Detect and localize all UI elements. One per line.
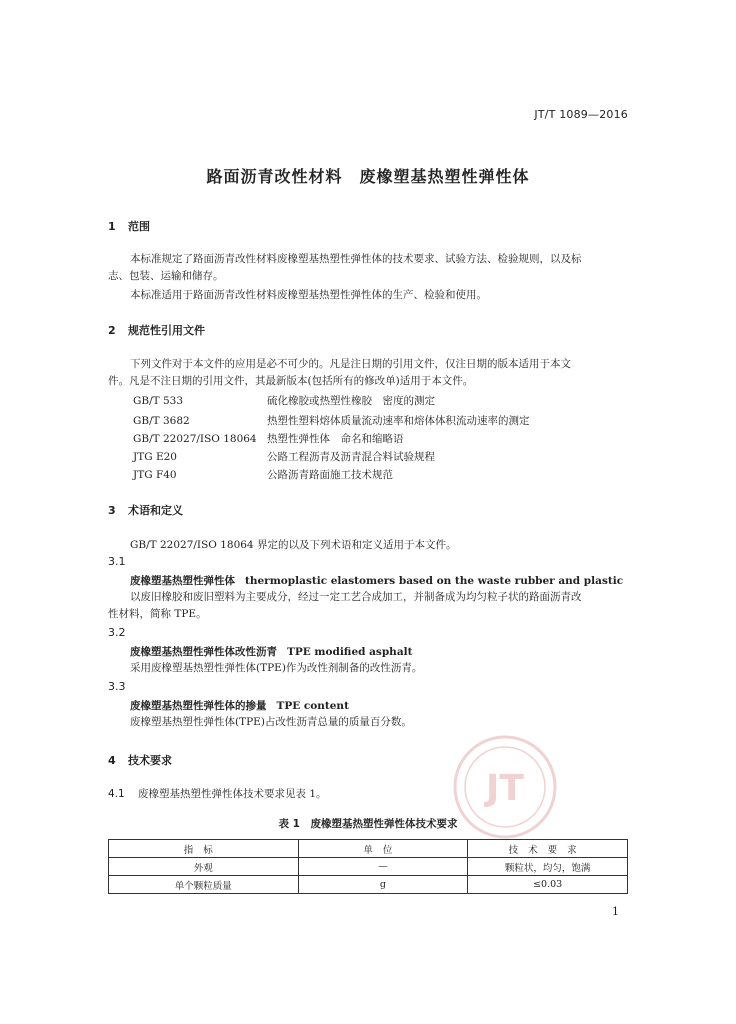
- term-english: TPE modified asphalt: [287, 646, 413, 658]
- table-row: [109, 876, 628, 894]
- term-title: [130, 644, 412, 659]
- header-cell: 指标: [109, 840, 299, 858]
- section-number: 4: [108, 754, 116, 767]
- section-1-heading: [108, 218, 150, 234]
- term-english: TPE content: [276, 700, 349, 712]
- table-cell: 颗粒状，均匀，饱满: [468, 858, 628, 876]
- table-cell: 单个颗粒质量: [109, 876, 299, 894]
- term-definition: 废橡塑基热塑性弹性体(TPE)占改性沥青总量的质量百分数。: [130, 716, 412, 728]
- document-title: 路面沥青改性材料 废橡塑基热塑性弹性体: [206, 167, 530, 186]
- reference-title: 热塑性弹性体 命名和缩略语: [267, 433, 404, 445]
- table-header-row: [109, 840, 628, 858]
- term-title: [130, 573, 623, 588]
- term-definition: 以废旧橡胶和废旧塑料为主要成分，经过一定工艺合成加工，并制备成为均匀粒子状的路面沥青改: [130, 591, 582, 603]
- subsection-number: 4.1: [108, 788, 125, 800]
- reference-title: 公路沥青路面施工技术规范: [267, 469, 393, 481]
- section-4-heading: [108, 752, 172, 768]
- section-2-heading: [108, 322, 205, 338]
- term-title: [130, 698, 349, 713]
- reference-title: 公路工程沥青及沥青混合料试验规程: [267, 451, 435, 463]
- paragraph: 下列文件对于本文件的应用是必不可少的。凡是注日期的引用文件，仅注日期的版本适用于本文: [130, 358, 571, 370]
- term-number: 3.3: [108, 680, 126, 693]
- term-chinese: 废橡塑基热塑性弹性体: [130, 575, 235, 587]
- paragraph-continuation: 志、包装、运输和储存。: [108, 270, 224, 282]
- term-number: 3.1: [108, 555, 126, 568]
- page-number: 1: [612, 905, 619, 918]
- reference-row: [133, 467, 393, 482]
- paragraph: 本标准适用于路面沥青改性材料废橡塑基热塑性弹性体的生产、检验和使用。: [130, 289, 487, 301]
- section-number: 3: [108, 504, 116, 517]
- reference-code: JTG F40: [133, 469, 177, 481]
- term-chinese: 废橡塑基热塑性弹性体的掺量: [130, 700, 267, 712]
- table-cell: g: [298, 876, 468, 894]
- term-definition-continuation: 性材料，简称 TPE。: [108, 608, 207, 620]
- subsection-4-1: [108, 786, 327, 801]
- standard-code: JT/T 1089—2016: [534, 108, 628, 121]
- term-definition: 采用废橡塑基热塑性弹性体(TPE)作为改性剂制备的改性沥青。: [130, 662, 423, 674]
- reference-title: 热塑性塑料熔体质量流动速率和熔体体积流动速率的测定: [267, 415, 530, 427]
- reference-row: [133, 431, 404, 446]
- section-number: 2: [108, 324, 116, 337]
- section-title: 规范性引用文件: [128, 324, 205, 337]
- paragraph: GB/T 22027/ISO 18064 界定的以及下列术语和定义适用于本文件。: [130, 539, 457, 551]
- reference-row: [133, 449, 435, 464]
- table-cell: —: [298, 858, 468, 876]
- subsection-text: 废橡塑基热塑性弹性体技术要求见表 1。: [138, 788, 327, 800]
- reference-row: [133, 413, 530, 428]
- header-cell: 单位: [298, 840, 468, 858]
- term-english: thermoplastic elastomers based on the waste rubber and plastic: [245, 575, 624, 587]
- table-cell: ≤0.03: [468, 876, 628, 894]
- reference-title: 硫化橡胶或热塑性橡胶 密度的测定: [267, 395, 435, 407]
- section-3-heading: [108, 502, 183, 518]
- section-title: 范围: [128, 220, 150, 233]
- table-caption: 表 1 废橡塑基热塑性弹性体技术要求: [278, 818, 458, 830]
- reference-code: GB/T 3682: [133, 415, 190, 427]
- paragraph: 本标准规定了路面沥青改性材料废橡塑基热塑性弹性体的技术要求、试验方法、检验规则，以及标: [130, 253, 582, 265]
- section-number: 1: [108, 220, 116, 233]
- section-title: 技术要求: [128, 754, 172, 767]
- paragraph-continuation: 件。凡是不注日期的引用文件，其最新版本(包括所有的修改单)适用于本文件。: [108, 375, 474, 387]
- term-number: 3.2: [108, 626, 126, 639]
- term-chinese: 废橡塑基热塑性弹性体改性沥青: [130, 646, 277, 658]
- spec-table: [108, 839, 628, 894]
- reference-code: GB/T 22027/ISO 18064: [133, 433, 257, 445]
- reference-code: JTG E20: [133, 451, 177, 463]
- table-row: [109, 858, 628, 876]
- reference-row: [133, 393, 435, 408]
- table-cell: 外观: [109, 858, 299, 876]
- section-title: 术语和定义: [128, 504, 183, 517]
- header-cell: 技术要求: [468, 840, 628, 858]
- reference-code: GB/T 533: [133, 395, 184, 407]
- seal-text: JT: [486, 768, 524, 809]
